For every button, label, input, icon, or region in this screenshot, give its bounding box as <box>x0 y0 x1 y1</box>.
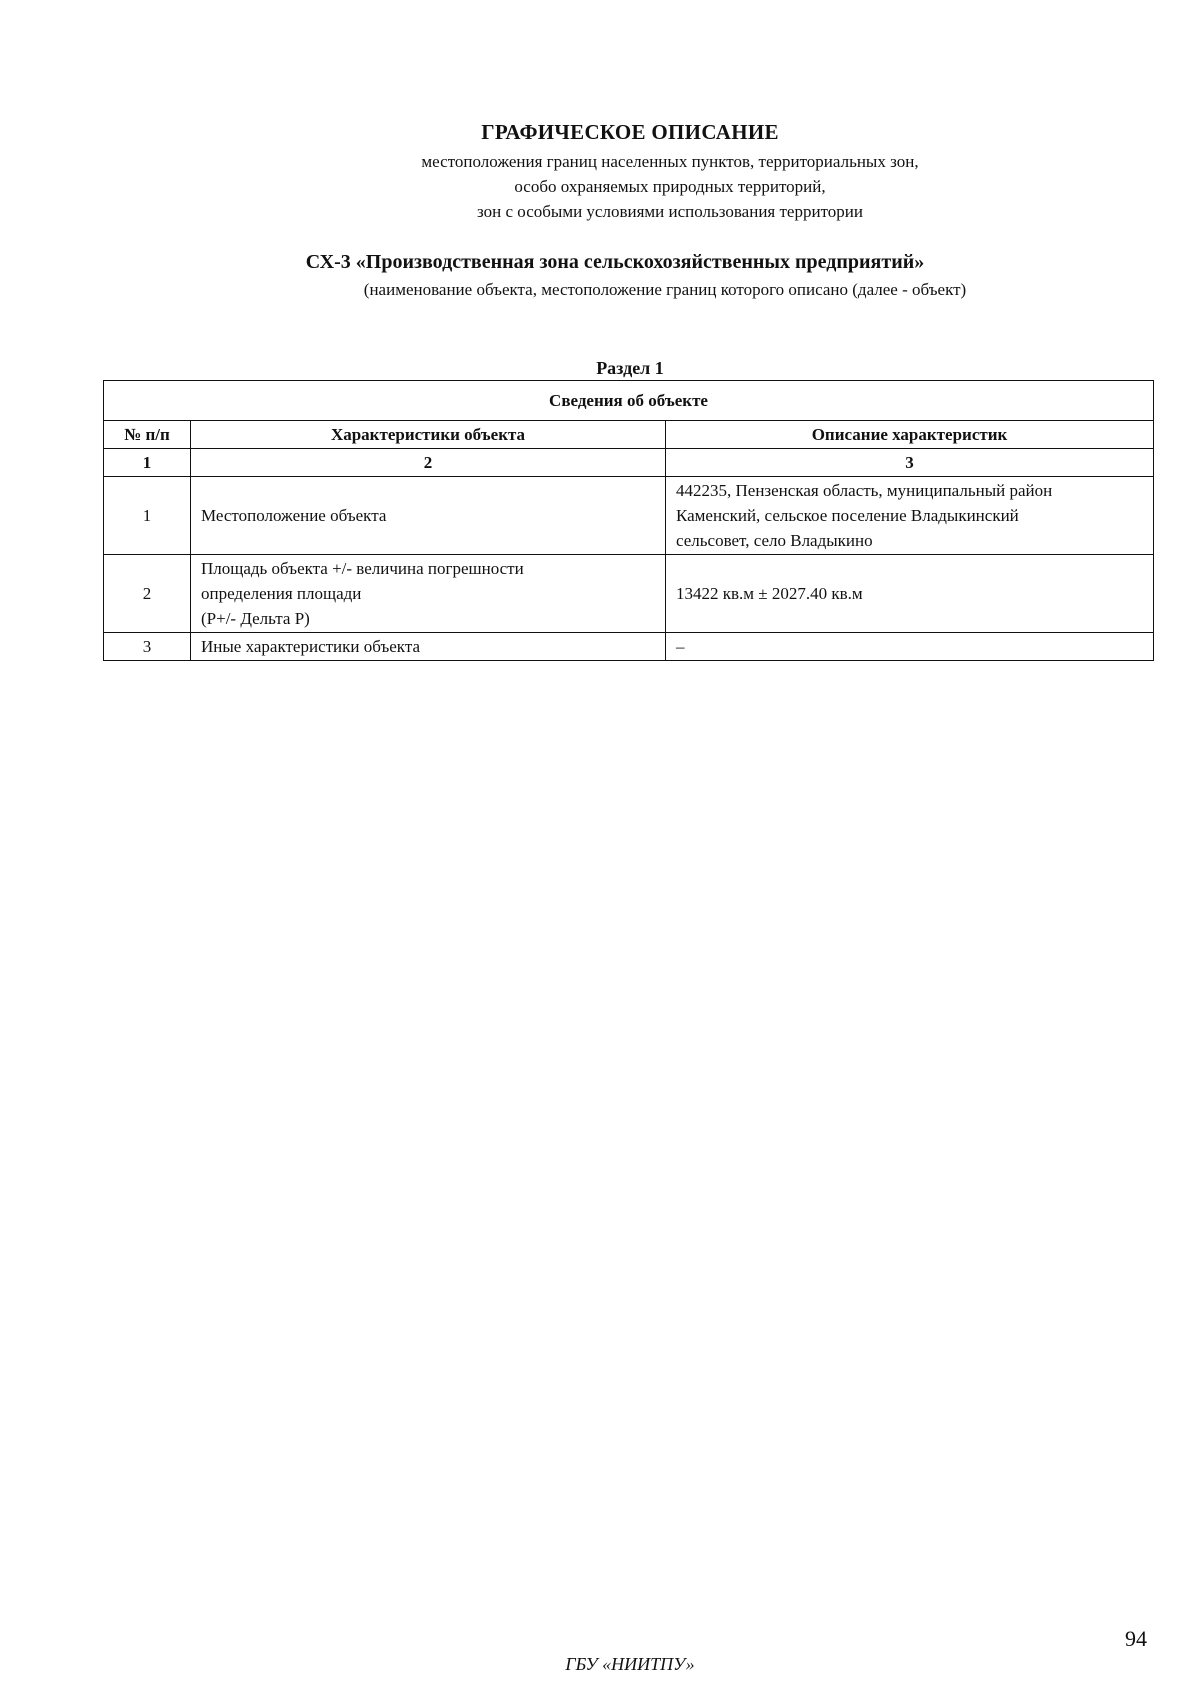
subtitle-line: местоположения границ населенных пунктов, территориальных зон, <box>421 152 919 171</box>
table-caption-row <box>104 381 1154 421</box>
row-number: 1 <box>104 477 191 555</box>
description-cell <box>666 477 1154 555</box>
column-header: № п/п <box>104 421 191 449</box>
section-label: Раздел 1 <box>596 358 664 378</box>
description-line: 13422 кв.м ± 2027.40 кв.м <box>676 584 863 603</box>
column-header: Характеристики объекта <box>191 421 666 449</box>
characteristic-line: Площадь объекта +/- величина погрешности <box>201 559 524 578</box>
table-row <box>104 633 1154 661</box>
table-row <box>104 477 1154 555</box>
characteristic-cell <box>191 477 666 555</box>
column-number-row <box>104 449 1154 477</box>
column-number: 1 <box>104 449 191 477</box>
characteristic-line: определения площади <box>201 584 362 603</box>
object-info-table <box>103 380 1154 661</box>
table-row <box>104 555 1154 633</box>
column-number: 3 <box>666 449 1154 477</box>
column-header: Описание характеристик <box>666 421 1154 449</box>
characteristic-line: Местоположение объекта <box>201 506 387 525</box>
subtitle-line: зон с особыми условиями использования территории <box>477 202 863 221</box>
description-line: – <box>676 637 685 656</box>
description-cell <box>666 555 1154 633</box>
description-cell <box>666 633 1154 661</box>
description-line: Каменский, сельское поселение Владыкинский <box>676 506 1019 525</box>
characteristic-line: Иные характеристики объекта <box>201 637 421 656</box>
row-number: 2 <box>104 555 191 633</box>
object-name: СХ-3 «Производственная зона сельскохозяйственных предприятий» <box>305 251 925 273</box>
document-title: ГРАФИЧЕСКОЕ ОПИСАНИЕ <box>481 120 779 144</box>
characteristic-cell <box>191 633 666 661</box>
description-line: 442235, Пензенская область, муниципальный район <box>676 481 1053 500</box>
characteristic-cell <box>191 555 666 633</box>
characteristic-line: (Р+/- Дельта Р) <box>201 609 310 628</box>
table-header-row <box>104 421 1154 449</box>
table-caption: Сведения об объекте <box>104 381 1154 421</box>
description-line: сельсовет, село Владыкино <box>676 531 873 550</box>
footer-organization: ГБУ «НИИТПУ» <box>565 1654 695 1674</box>
object-caption: (наименование объекта, местоположение границ которого описано (далее - объект) <box>363 280 967 299</box>
column-number: 2 <box>191 449 666 477</box>
row-number: 3 <box>104 633 191 661</box>
subtitle-line: особо охраняемых природных территорий, <box>514 177 826 196</box>
page-number: 94 <box>1125 1626 1147 1651</box>
